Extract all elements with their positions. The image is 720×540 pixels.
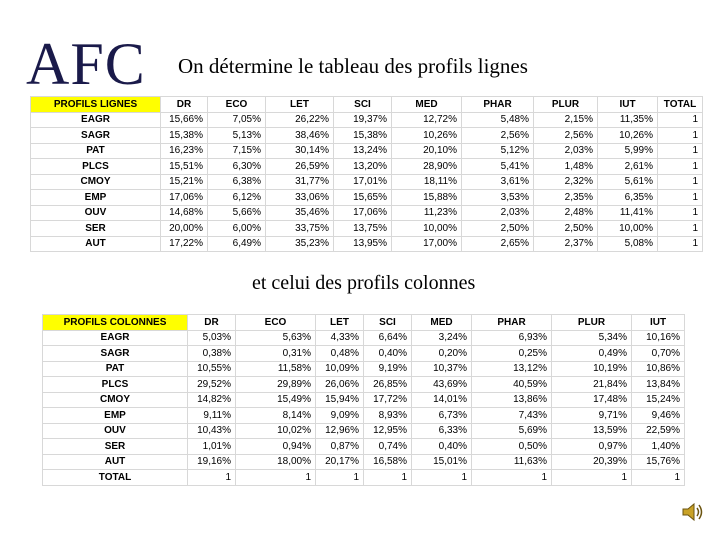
row-label: CMOY bbox=[31, 174, 161, 190]
table-cell: 5,99% bbox=[598, 143, 658, 159]
table-cell: 10,16% bbox=[632, 330, 685, 346]
table-cell: 17,48% bbox=[552, 392, 632, 408]
header-row bbox=[31, 97, 703, 113]
table-row bbox=[31, 205, 703, 221]
table-cell: 0,48% bbox=[316, 346, 364, 362]
row-label: SAGR bbox=[31, 128, 161, 144]
table-cell: 15,65% bbox=[334, 190, 392, 206]
table-cell: 1 bbox=[236, 470, 316, 486]
table-row bbox=[43, 423, 685, 439]
table-cell: 26,85% bbox=[364, 377, 412, 393]
column-header: LET bbox=[316, 315, 364, 331]
table-cell: 10,00% bbox=[598, 221, 658, 237]
table-cell: 14,68% bbox=[161, 205, 208, 221]
table-cell: 3,53% bbox=[462, 190, 534, 206]
table-cell: 1 bbox=[658, 174, 703, 190]
table-cell: 10,26% bbox=[598, 128, 658, 144]
table-cell: 2,65% bbox=[462, 236, 534, 252]
table-cell: 6,73% bbox=[412, 408, 472, 424]
row-label: EMP bbox=[43, 408, 188, 424]
table-cell: 17,72% bbox=[364, 392, 412, 408]
table-profils-lignes bbox=[30, 96, 703, 252]
table-cell: 33,06% bbox=[266, 190, 334, 206]
speaker-icon[interactable] bbox=[680, 500, 706, 524]
table-cell: 1 bbox=[658, 159, 703, 175]
row-label: EMP bbox=[31, 190, 161, 206]
table-cell: 18,11% bbox=[392, 174, 462, 190]
column-header: PLUR bbox=[534, 97, 598, 113]
table-cell: 15,51% bbox=[161, 159, 208, 175]
table-cell: 15,38% bbox=[161, 128, 208, 144]
table-cell: 1 bbox=[658, 143, 703, 159]
table-cell: 14,01% bbox=[412, 392, 472, 408]
table-cell: 1 bbox=[632, 470, 685, 486]
table-cell: 17,01% bbox=[334, 174, 392, 190]
table-cell: 31,77% bbox=[266, 174, 334, 190]
table-cell: 5,66% bbox=[208, 205, 266, 221]
table-cell: 10,02% bbox=[236, 423, 316, 439]
table-cell: 3,24% bbox=[412, 330, 472, 346]
table-cell: 6,00% bbox=[208, 221, 266, 237]
row-label: SER bbox=[43, 439, 188, 455]
table-row bbox=[43, 361, 685, 377]
table-cell: 7,43% bbox=[472, 408, 552, 424]
slide-title: AFC bbox=[26, 31, 146, 97]
row-label: AUT bbox=[43, 454, 188, 470]
table-cell: 5,41% bbox=[462, 159, 534, 175]
table-cell: 0,25% bbox=[472, 346, 552, 362]
table-cell: 10,55% bbox=[188, 361, 236, 377]
table-cell: 10,19% bbox=[552, 361, 632, 377]
table-row bbox=[43, 408, 685, 424]
table-cell: 21,84% bbox=[552, 377, 632, 393]
table-cell: 15,24% bbox=[632, 392, 685, 408]
table-cell: 0,20% bbox=[412, 346, 472, 362]
table-cell: 20,17% bbox=[316, 454, 364, 470]
table-cell: 15,94% bbox=[316, 392, 364, 408]
table-cell: 2,37% bbox=[534, 236, 598, 252]
table-cell: 16,23% bbox=[161, 143, 208, 159]
table-row bbox=[31, 159, 703, 175]
table-cell: 20,10% bbox=[392, 143, 462, 159]
column-header: IUT bbox=[632, 315, 685, 331]
table-cell: 26,22% bbox=[266, 112, 334, 128]
column-header: TOTAL bbox=[658, 97, 703, 113]
column-header: MED bbox=[392, 97, 462, 113]
table-cell: 6,64% bbox=[364, 330, 412, 346]
row-label: PAT bbox=[31, 143, 161, 159]
table-cell: 8,93% bbox=[364, 408, 412, 424]
table-cell: 33,75% bbox=[266, 221, 334, 237]
row-label: PAT bbox=[43, 361, 188, 377]
table-cell: 7,05% bbox=[208, 112, 266, 128]
table-cell: 22,59% bbox=[632, 423, 685, 439]
table-cell: 0,50% bbox=[472, 439, 552, 455]
table-cell: 15,38% bbox=[334, 128, 392, 144]
column-header: SCI bbox=[364, 315, 412, 331]
row-label: EAGR bbox=[43, 330, 188, 346]
table-cell: 6,30% bbox=[208, 159, 266, 175]
table-cell: 15,66% bbox=[161, 112, 208, 128]
table-cell: 12,72% bbox=[392, 112, 462, 128]
table-cell: 1 bbox=[658, 236, 703, 252]
table-cell: 6,38% bbox=[208, 174, 266, 190]
table-cell: 29,52% bbox=[188, 377, 236, 393]
table-cell: 11,63% bbox=[472, 454, 552, 470]
table-cell: 20,39% bbox=[552, 454, 632, 470]
table-cell: 2,56% bbox=[462, 128, 534, 144]
table-cell: 38,46% bbox=[266, 128, 334, 144]
table-cell: 17,22% bbox=[161, 236, 208, 252]
table-cell: 10,86% bbox=[632, 361, 685, 377]
table-cell: 1 bbox=[188, 470, 236, 486]
column-header: DR bbox=[188, 315, 236, 331]
table-cell: 1,48% bbox=[534, 159, 598, 175]
table-cell: 5,13% bbox=[208, 128, 266, 144]
table-cell: 1 bbox=[658, 221, 703, 237]
row-label: SAGR bbox=[43, 346, 188, 362]
column-header: PHAR bbox=[472, 315, 552, 331]
table-cell: 2,61% bbox=[598, 159, 658, 175]
table-cell: 0,38% bbox=[188, 346, 236, 362]
table-cell: 1,40% bbox=[632, 439, 685, 455]
table-cell: 11,23% bbox=[392, 205, 462, 221]
table-cell: 0,40% bbox=[412, 439, 472, 455]
table-row bbox=[31, 221, 703, 237]
table-cell: 5,34% bbox=[552, 330, 632, 346]
table-cell: 0,70% bbox=[632, 346, 685, 362]
table-cell: 10,09% bbox=[316, 361, 364, 377]
row-label: OUV bbox=[31, 205, 161, 221]
column-header: DR bbox=[161, 97, 208, 113]
table-cell: 5,63% bbox=[236, 330, 316, 346]
table-cell: 29,89% bbox=[236, 377, 316, 393]
table-cell: 13,12% bbox=[472, 361, 552, 377]
table-cell: 19,37% bbox=[334, 112, 392, 128]
column-header: ECO bbox=[236, 315, 316, 331]
table-cell: 15,88% bbox=[392, 190, 462, 206]
table-cell: 3,61% bbox=[462, 174, 534, 190]
table-cell: 17,06% bbox=[161, 190, 208, 206]
table-cell: 10,43% bbox=[188, 423, 236, 439]
table-cell: 15,21% bbox=[161, 174, 208, 190]
table-cell: 1 bbox=[412, 470, 472, 486]
table-cell: 13,75% bbox=[334, 221, 392, 237]
column-header: ECO bbox=[208, 97, 266, 113]
subtitle-profils-lignes: On détermine le tableau des profils lignes bbox=[178, 54, 528, 78]
table-row bbox=[31, 174, 703, 190]
table-row bbox=[31, 236, 703, 252]
column-header: LET bbox=[266, 97, 334, 113]
table-cell: 28,90% bbox=[392, 159, 462, 175]
table-cell: 2,15% bbox=[534, 112, 598, 128]
table-cell: 1 bbox=[658, 112, 703, 128]
table-cell: 1 bbox=[364, 470, 412, 486]
table-cell: 5,12% bbox=[462, 143, 534, 159]
table-cell: 12,96% bbox=[316, 423, 364, 439]
table-cell: 1 bbox=[472, 470, 552, 486]
table-row bbox=[31, 143, 703, 159]
table-cell: 1,01% bbox=[188, 439, 236, 455]
table-cell: 15,01% bbox=[412, 454, 472, 470]
table-cell: 10,00% bbox=[392, 221, 462, 237]
column-header: PROFILS LIGNES bbox=[31, 97, 161, 113]
table-cell: 2,32% bbox=[534, 174, 598, 190]
table-row bbox=[43, 377, 685, 393]
table-cell: 26,06% bbox=[316, 377, 364, 393]
header-row bbox=[43, 315, 685, 331]
table-cell: 20,00% bbox=[161, 221, 208, 237]
table-cell: 35,23% bbox=[266, 236, 334, 252]
table-cell: 19,16% bbox=[188, 454, 236, 470]
table-cell: 1 bbox=[658, 128, 703, 144]
table-cell: 43,69% bbox=[412, 377, 472, 393]
table-cell: 2,56% bbox=[534, 128, 598, 144]
table-cell: 26,59% bbox=[266, 159, 334, 175]
table-row bbox=[31, 112, 703, 128]
table-cell: 1 bbox=[552, 470, 632, 486]
table-cell: 13,95% bbox=[334, 236, 392, 252]
table-cell: 15,76% bbox=[632, 454, 685, 470]
table-cell: 2,35% bbox=[534, 190, 598, 206]
table-cell: 1 bbox=[658, 205, 703, 221]
column-header: MED bbox=[412, 315, 472, 331]
table-cell: 11,58% bbox=[236, 361, 316, 377]
row-label: AUT bbox=[31, 236, 161, 252]
table-cell: 5,08% bbox=[598, 236, 658, 252]
table-cell: 0,31% bbox=[236, 346, 316, 362]
table-cell: 11,41% bbox=[598, 205, 658, 221]
table-cell: 15,49% bbox=[236, 392, 316, 408]
table-cell: 6,33% bbox=[412, 423, 472, 439]
table-cell: 14,82% bbox=[188, 392, 236, 408]
row-label: CMOY bbox=[43, 392, 188, 408]
table-cell: 10,37% bbox=[412, 361, 472, 377]
table-cell: 17,06% bbox=[334, 205, 392, 221]
table-cell: 0,49% bbox=[552, 346, 632, 362]
table-cell: 9,09% bbox=[316, 408, 364, 424]
table-cell: 13,24% bbox=[334, 143, 392, 159]
row-label: EAGR bbox=[31, 112, 161, 128]
table-cell: 9,19% bbox=[364, 361, 412, 377]
row-label: PLCS bbox=[43, 377, 188, 393]
column-header: PROFILS COLONNES bbox=[43, 315, 188, 331]
table-profils-colonnes bbox=[42, 314, 685, 486]
table-cell: 7,15% bbox=[208, 143, 266, 159]
table-cell: 2,50% bbox=[462, 221, 534, 237]
row-label: TOTAL bbox=[43, 470, 188, 486]
row-label: SER bbox=[31, 221, 161, 237]
column-header: PLUR bbox=[552, 315, 632, 331]
row-label: PLCS bbox=[31, 159, 161, 175]
column-header: PHAR bbox=[462, 97, 534, 113]
table-cell: 13,84% bbox=[632, 377, 685, 393]
table-row bbox=[43, 439, 685, 455]
table-cell: 5,48% bbox=[462, 112, 534, 128]
table-row bbox=[43, 454, 685, 470]
table-cell: 17,00% bbox=[392, 236, 462, 252]
column-header: SCI bbox=[334, 97, 392, 113]
table-cell: 18,00% bbox=[236, 454, 316, 470]
table-cell: 2,48% bbox=[534, 205, 598, 221]
table-cell: 13,20% bbox=[334, 159, 392, 175]
table-cell: 16,58% bbox=[364, 454, 412, 470]
table-cell: 12,95% bbox=[364, 423, 412, 439]
table-row bbox=[43, 392, 685, 408]
table-cell: 6,35% bbox=[598, 190, 658, 206]
table-cell: 13,86% bbox=[472, 392, 552, 408]
table-row bbox=[31, 190, 703, 206]
table-cell: 40,59% bbox=[472, 377, 552, 393]
table-cell: 6,49% bbox=[208, 236, 266, 252]
table-cell: 10,26% bbox=[392, 128, 462, 144]
table-row bbox=[43, 330, 685, 346]
table-row bbox=[43, 346, 685, 362]
table-cell: 30,14% bbox=[266, 143, 334, 159]
table-cell: 1 bbox=[658, 190, 703, 206]
row-label: OUV bbox=[43, 423, 188, 439]
table-cell: 0,87% bbox=[316, 439, 364, 455]
table-cell: 2,03% bbox=[534, 143, 598, 159]
table-cell: 5,03% bbox=[188, 330, 236, 346]
table-cell: 9,71% bbox=[552, 408, 632, 424]
table-cell: 1 bbox=[316, 470, 364, 486]
table-cell: 11,35% bbox=[598, 112, 658, 128]
table-cell: 5,69% bbox=[472, 423, 552, 439]
table-cell: 4,33% bbox=[316, 330, 364, 346]
subtitle-profils-colonnes: et celui des profils colonnes bbox=[252, 272, 476, 294]
table-cell: 0,40% bbox=[364, 346, 412, 362]
table-cell: 9,46% bbox=[632, 408, 685, 424]
table-cell: 0,74% bbox=[364, 439, 412, 455]
table-row bbox=[43, 470, 685, 486]
table-cell: 2,50% bbox=[534, 221, 598, 237]
table-cell: 0,94% bbox=[236, 439, 316, 455]
table-cell: 6,93% bbox=[472, 330, 552, 346]
table-cell: 9,11% bbox=[188, 408, 236, 424]
table-cell: 13,59% bbox=[552, 423, 632, 439]
table-cell: 8,14% bbox=[236, 408, 316, 424]
table-cell: 35,46% bbox=[266, 205, 334, 221]
column-header: IUT bbox=[598, 97, 658, 113]
table-cell: 0,97% bbox=[552, 439, 632, 455]
table-cell: 6,12% bbox=[208, 190, 266, 206]
table-cell: 5,61% bbox=[598, 174, 658, 190]
table-cell: 2,03% bbox=[462, 205, 534, 221]
table-row bbox=[31, 128, 703, 144]
